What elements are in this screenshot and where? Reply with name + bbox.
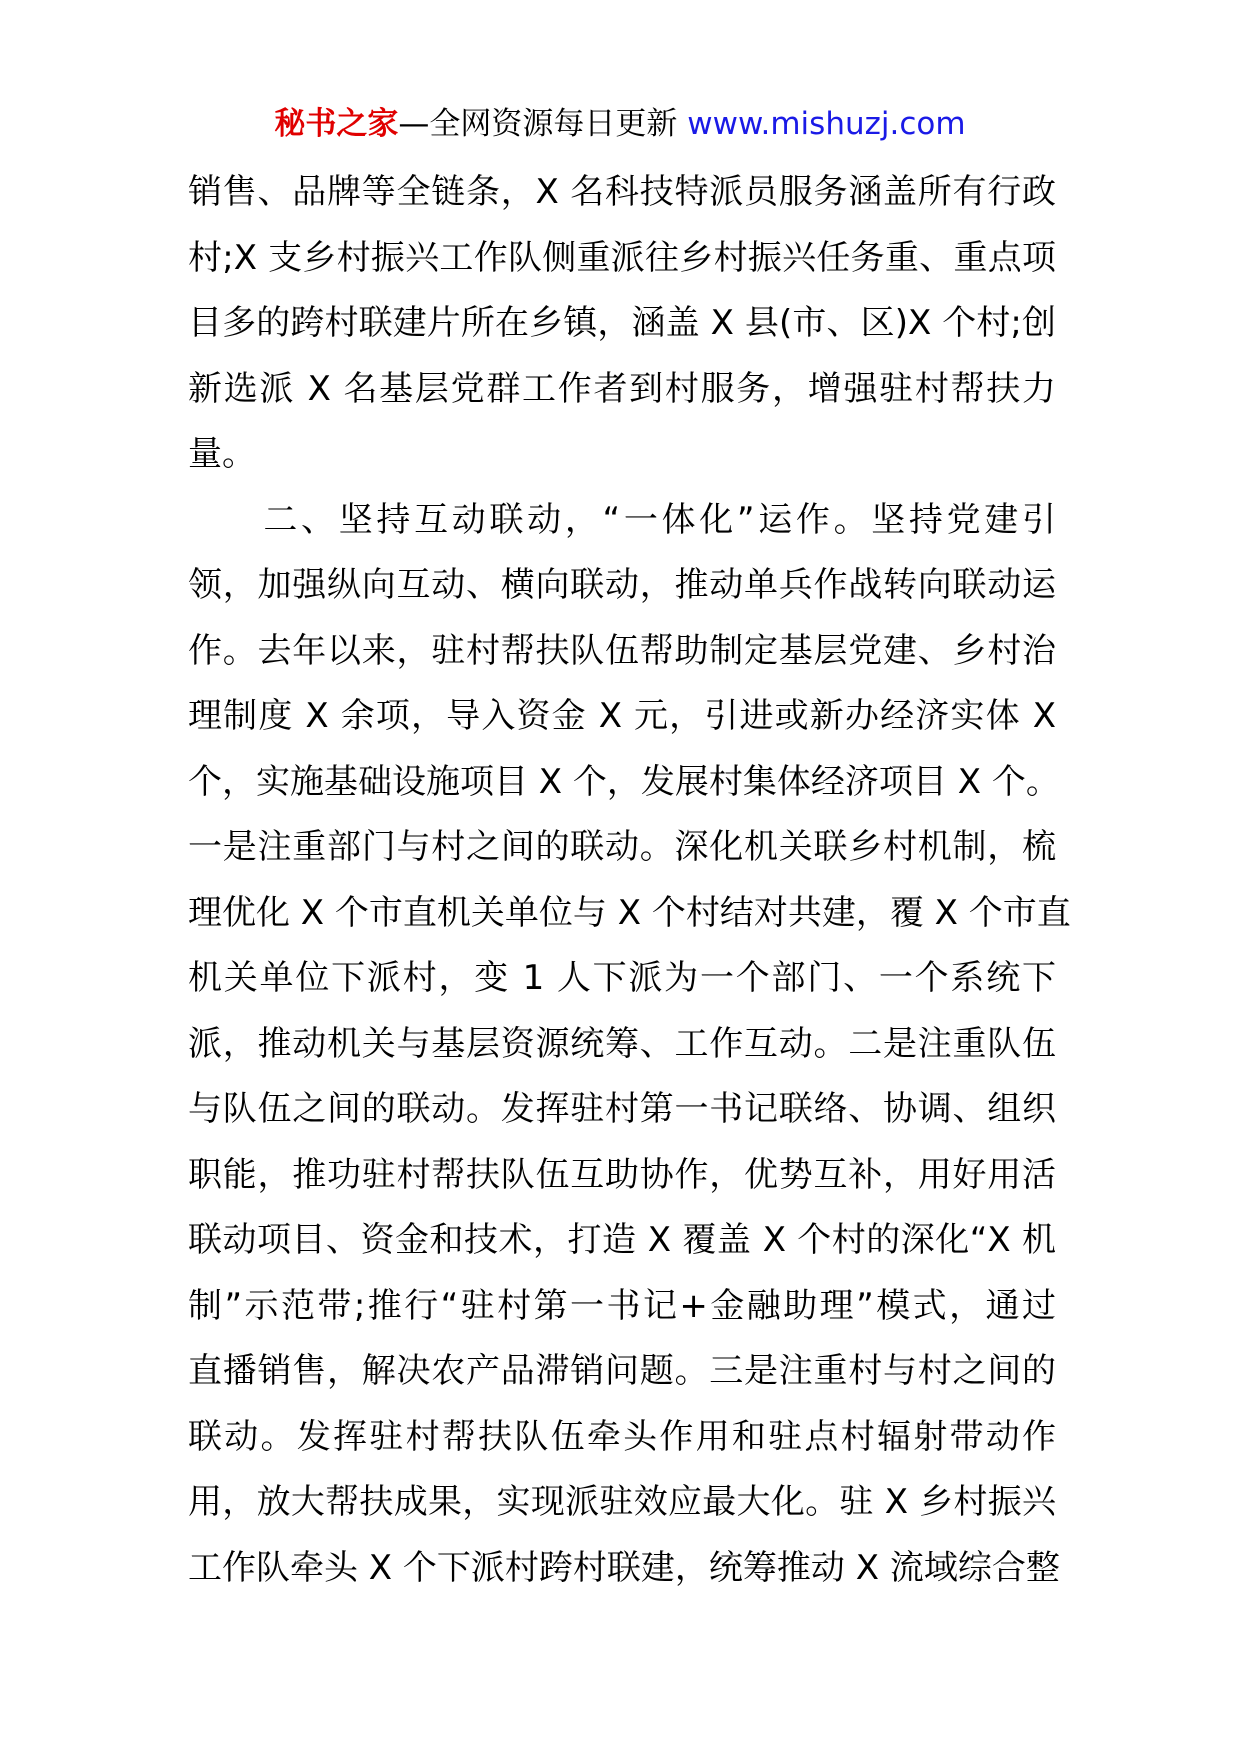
text-line: 机关单位下派村，变 1 人下派为一个部门、一个系统下 bbox=[188, 958, 1056, 998]
text-line: 职能，推功驻村帮扶队伍互助协作，优势互补，用好用活 bbox=[188, 1154, 1056, 1195]
page-header-watermark bbox=[0, 104, 1240, 144]
text-line: 派，推动机关与基层资源统筹、工作互动。二是注重队伍 bbox=[188, 1023, 1056, 1064]
text-line: 直播销售，解决农产品滞销问题。三是注重村与村之间的 bbox=[188, 1351, 1056, 1391]
text-line: 联动项目、资金和技术，打造 X 覆盖 X 个村的深化“X 机 bbox=[188, 1220, 1056, 1260]
text-line: 与队伍之间的联动。发挥驻村第一书记联络、协调、组织 bbox=[188, 1089, 1056, 1129]
text-line: 联动。发挥驻村帮扶队伍牵头作用和驻点村辐射带动作 bbox=[188, 1416, 1056, 1457]
text-line: 工作队牵头 X 个下派村跨村联建，统筹推动 X 流域综合整 bbox=[188, 1547, 1060, 1588]
text-line: 用，放大帮扶成果，实现派驻效应最大化。驻 X 乡村振兴 bbox=[188, 1482, 1056, 1522]
site-url-link[interactable]: www.mishuzj.com bbox=[687, 106, 966, 142]
text-line: 作。去年以来，驻村帮扶队伍帮助制定基层党建、乡村治 bbox=[188, 630, 1056, 671]
text-line: 新选派 X 名基层党群工作者到村服务，增强驻村帮扶力 bbox=[188, 368, 1056, 409]
text-line: 制”示范带;推行“驻村第一书记+金融助理”模式，通过 bbox=[188, 1285, 1056, 1326]
text-line: 个，实施基础设施项目 X 个，发展村集体经济项目 X 个。 bbox=[188, 761, 1060, 802]
text-line: 理制度 X 余项，导入资金 X 元，引进或新办经济实体 X bbox=[188, 696, 1056, 736]
text-line: 领，加强纵向互动、横向联动，推动单兵作战转向联动运 bbox=[188, 565, 1056, 605]
header-tagline: —全网资源每日更新 bbox=[398, 106, 688, 142]
text-line: 量。 bbox=[188, 434, 256, 474]
section-heading-line: 二、坚持互动联动，“一体化”运作。坚持党建引 bbox=[188, 499, 1056, 540]
text-line: 理优化 X 个市直机关单位与 X 个村结对共建，覆 X 个市直 bbox=[188, 892, 1071, 933]
text-line: 村;X 支乡村振兴工作队侧重派往乡村振兴任务重、重点项 bbox=[188, 237, 1056, 278]
text-line: 销售、品牌等全链条，X 名科技特派员服务涵盖所有行政 bbox=[188, 172, 1056, 212]
brand-name: 秘书之家 bbox=[274, 106, 399, 142]
text-line: 目多的跨村联建片所在乡镇，涵盖 X 县(市、区)X 个村;创 bbox=[188, 303, 1056, 343]
document-body bbox=[188, 160, 1071, 1601]
text-line: 一是注重部门与村之间的联动。深化机关联乡村机制，梳 bbox=[188, 827, 1056, 867]
